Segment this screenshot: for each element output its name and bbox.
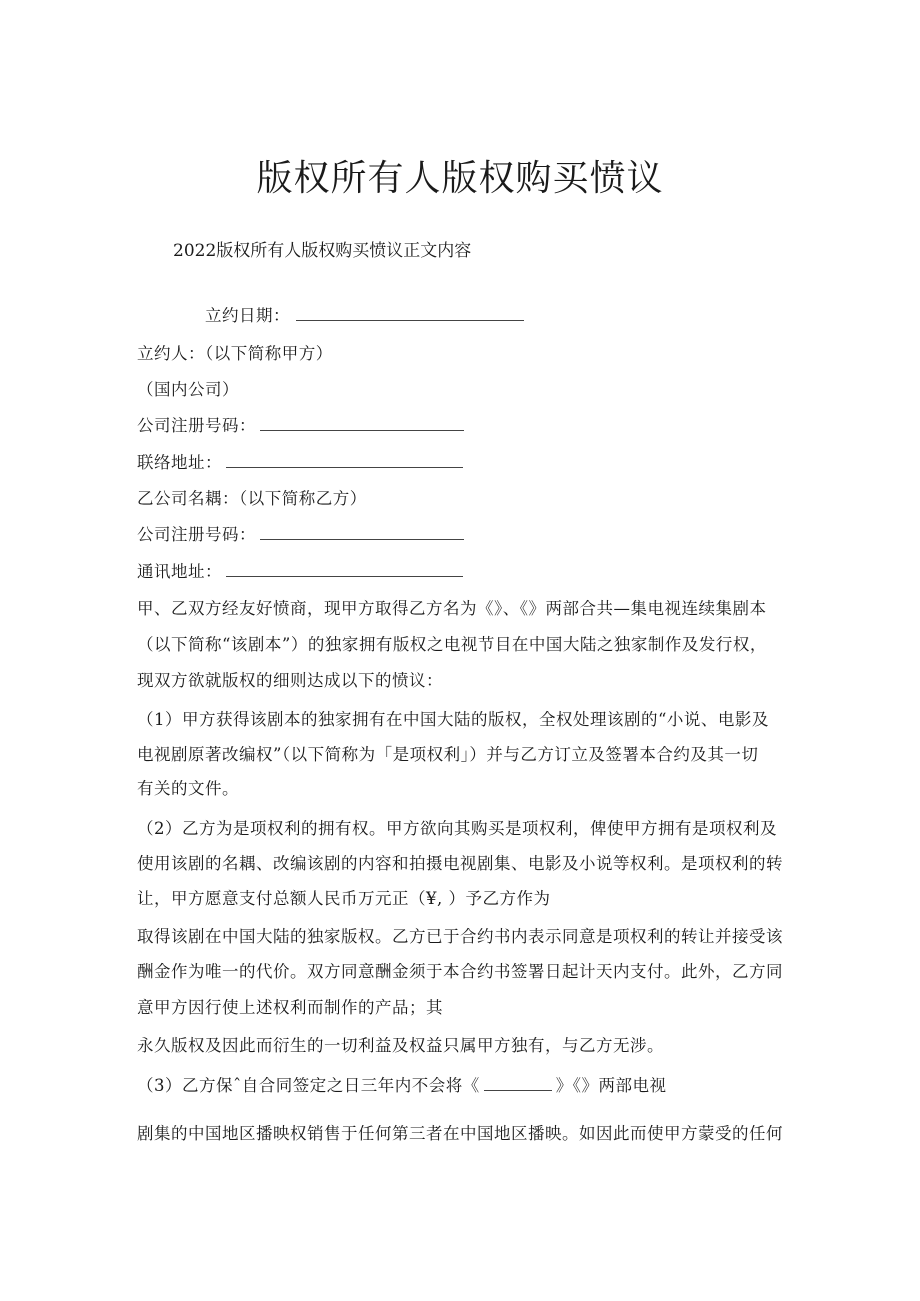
document-title: 版权所有人版权购买愤议: [256, 158, 664, 199]
intro-line: 现双方欲就版权的细则达成以下的愤议：: [137, 671, 443, 690]
address-blank-a: [226, 453, 463, 468]
reg-number-blank-b: [260, 525, 464, 540]
sign-date-blank: [296, 306, 524, 321]
clause-2-line: （2）乙方为是项权利的拥有权。甲方欲向其购买是项权利，俾使甲方拥有是项权利及: [137, 819, 777, 838]
address-label-b: 通讯地址：: [137, 562, 222, 581]
clause-2-line: 取得该剧在中国大陆的独家版权。乙方已于合约书内表示同意是项权利的转让并接受该: [137, 927, 783, 946]
party-a-type: （国内公司）: [137, 380, 239, 399]
clause-1-line: （1）甲方获得该剧本的独家拥有在中国大陆的版权，全权处理该剧的“小说、电影及: [137, 710, 769, 729]
sign-date-row: [205, 302, 524, 326]
clause-1-line: 电视剧原著改编权”（以下简称为「是项权利」）并与乙方订立及签署本合约及其一切: [137, 745, 759, 764]
document-subtitle: 2022版权所有人版权购买愤议正文内容: [173, 241, 472, 261]
clause-3-part1: （3）乙方保ˆ自合同签定之日三年内不会将《: [137, 1076, 480, 1095]
reg-number-label-b: 公司注册号码：: [137, 525, 256, 544]
address-label-a: 联络地址：: [137, 453, 222, 472]
clause-3-first-line: [137, 1072, 667, 1096]
reg-number-row-a: [137, 412, 464, 436]
intro-line: （以下简称“该剧本”）的独家拥有版权之电视节目在中国大陆之独家制作及发行权，: [137, 635, 767, 654]
clause-2-line: 意甲方因行使上述权利而制作的产品；其: [137, 998, 443, 1017]
clause-2-line: 酬金作为唯一的代价。双方同意酬金须于本合约书签署日起计天内支付。此外，乙方同: [137, 962, 783, 981]
sign-date-label: 立约日期：: [205, 306, 290, 325]
party-a-label: 立约人：（以下简称甲方）: [137, 344, 333, 363]
party-b-label: 乙公司名耦：（以下简称乙方）: [137, 489, 367, 508]
reg-number-label-a: 公司注册号码：: [137, 416, 256, 435]
reg-number-blank-a: [260, 416, 464, 431]
clause-1-line: 有关的文件。: [137, 779, 239, 798]
address-row-a: [137, 449, 463, 473]
clause-3-line: 剧集的中国地区播映权销售于任何第三者在中国地区播映。如因此而使甲方蒙受的任何: [137, 1124, 783, 1143]
clause-2-line: 使用该剧的名耦、改编该剧的内容和拍摄电视剧集、电影及小说等权利。是项权利的转: [137, 854, 783, 873]
clause-3-part2: 》《》两部电视: [555, 1076, 667, 1095]
address-blank-b: [226, 562, 463, 577]
clause-2-line: 让，甲方愿意支付总额人民币万元正（¥, ）予乙方作为: [137, 889, 551, 908]
reg-number-row-b: [137, 521, 464, 545]
clause-2-line: 永久版权及因此而衍生的一切利益及权益只属甲方独有，与乙方无涉。: [137, 1036, 664, 1055]
address-row-b: [137, 558, 463, 582]
intro-line: 甲、乙双方经友好愤商，现甲方取得乙方名为《》、《》两部合共—集电视连续集剧本: [137, 599, 767, 618]
clause-3-blank: [484, 1076, 552, 1091]
